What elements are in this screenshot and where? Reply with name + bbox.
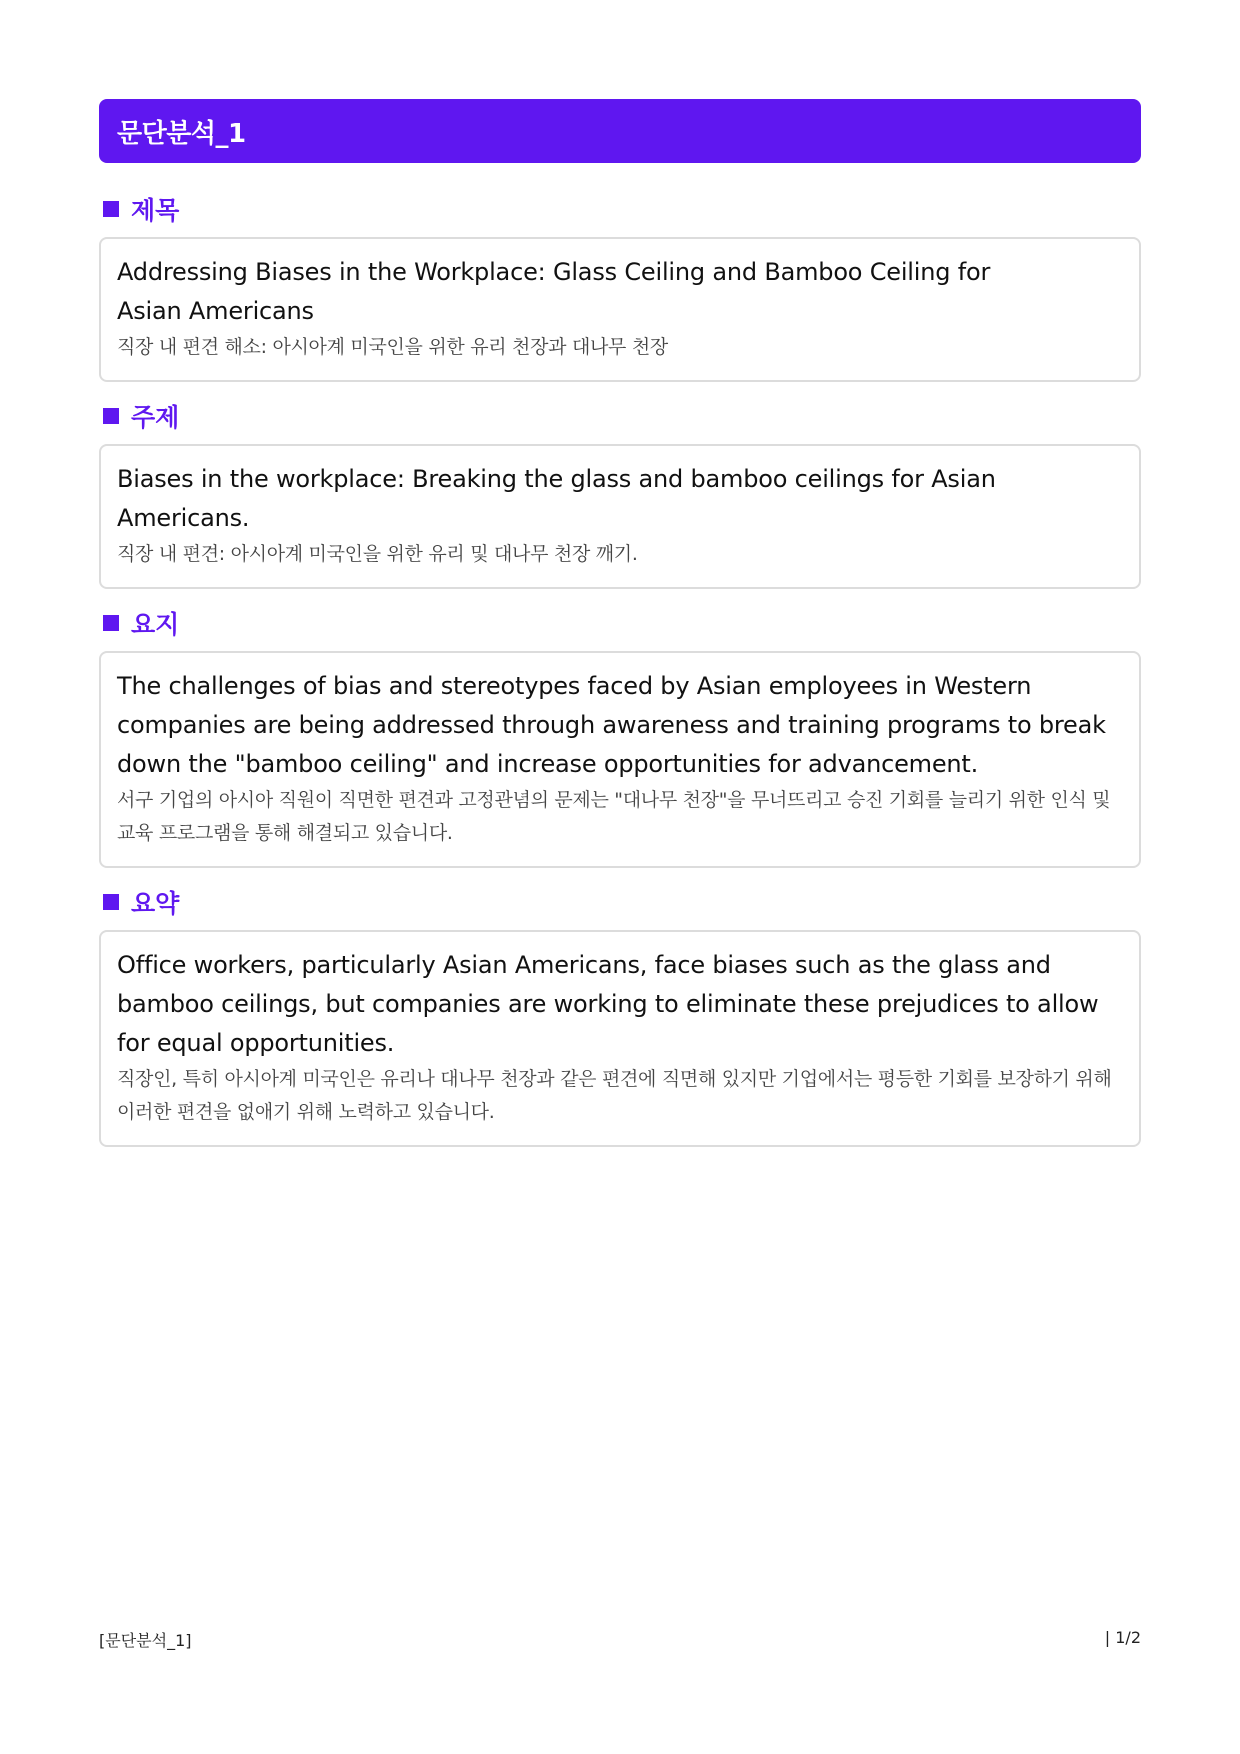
square-bullet-icon	[103, 408, 119, 424]
document-page	[99, 99, 1141, 1147]
section-heading-label: 제목	[131, 196, 180, 225]
english-text: Addressing Biases in the Workplace: Glass Ceiling and Bamboo Ceiling for Asian Americans	[117, 258, 991, 325]
footer-page-number: | 1/2	[1104, 1628, 1141, 1647]
section-heading-label: 요지	[131, 610, 180, 639]
section-heading-label: 요약	[131, 889, 180, 918]
section-heading-summary	[103, 882, 1141, 922]
english-text: Office workers, particularly Asian Americans, face biases such as the glass and bamboo ceilings, but companies are working to eliminate these prejudices to allow for equal opportunities.	[117, 951, 1099, 1057]
korean-text: 직장 내 편견 해소: 아시아계 미국인을 위한 유리 천장과 대나무 천장	[117, 336, 668, 358]
korean-text: 서구 기업의 아시아 직원이 직면한 편견과 고정관념의 문제는 "대나무 천장"을 무너뜨리고 승진 기회를 늘리기 위한 인식 및 교육 프로그램을 통해 해결되고 있습니다.	[117, 789, 1111, 844]
korean-text: 직장 내 편견: 아시아계 미국인을 위한 유리 및 대나무 천장 깨기.	[117, 543, 638, 565]
section-heading-label: 주제	[131, 403, 180, 432]
section-card-topic	[99, 444, 1141, 589]
section-heading-topic	[103, 396, 1141, 436]
header-bar	[99, 99, 1141, 163]
square-bullet-icon	[103, 615, 119, 631]
footer-document-label: [문단분석_1]	[99, 1631, 192, 1650]
english-text: Biases in the workplace: Breaking the glass and bamboo ceilings for Asian Americans.	[117, 465, 996, 532]
section-card-title	[99, 237, 1141, 382]
section-heading-title	[103, 189, 1141, 229]
square-bullet-icon	[103, 201, 119, 217]
page-title: 문단분석_1	[117, 118, 246, 149]
square-bullet-icon	[103, 894, 119, 910]
english-text: The challenges of bias and stereotypes faced by Asian employees in Western companies are being addressed through awareness and training programs to break down the "bamboo ceiling" and increase opportunities for advancement.	[117, 672, 1106, 778]
section-card-summary	[99, 930, 1141, 1147]
korean-text: 직장인, 특히 아시아계 미국인은 유리나 대나무 천장과 같은 편견에 직면해 있지만 기업에서는 평등한 기회를 보장하기 위해 이러한 편견을 없애기 위해 노력하고 있습니다.	[117, 1068, 1112, 1123]
section-card-gist	[99, 651, 1141, 868]
section-heading-gist	[103, 603, 1141, 643]
